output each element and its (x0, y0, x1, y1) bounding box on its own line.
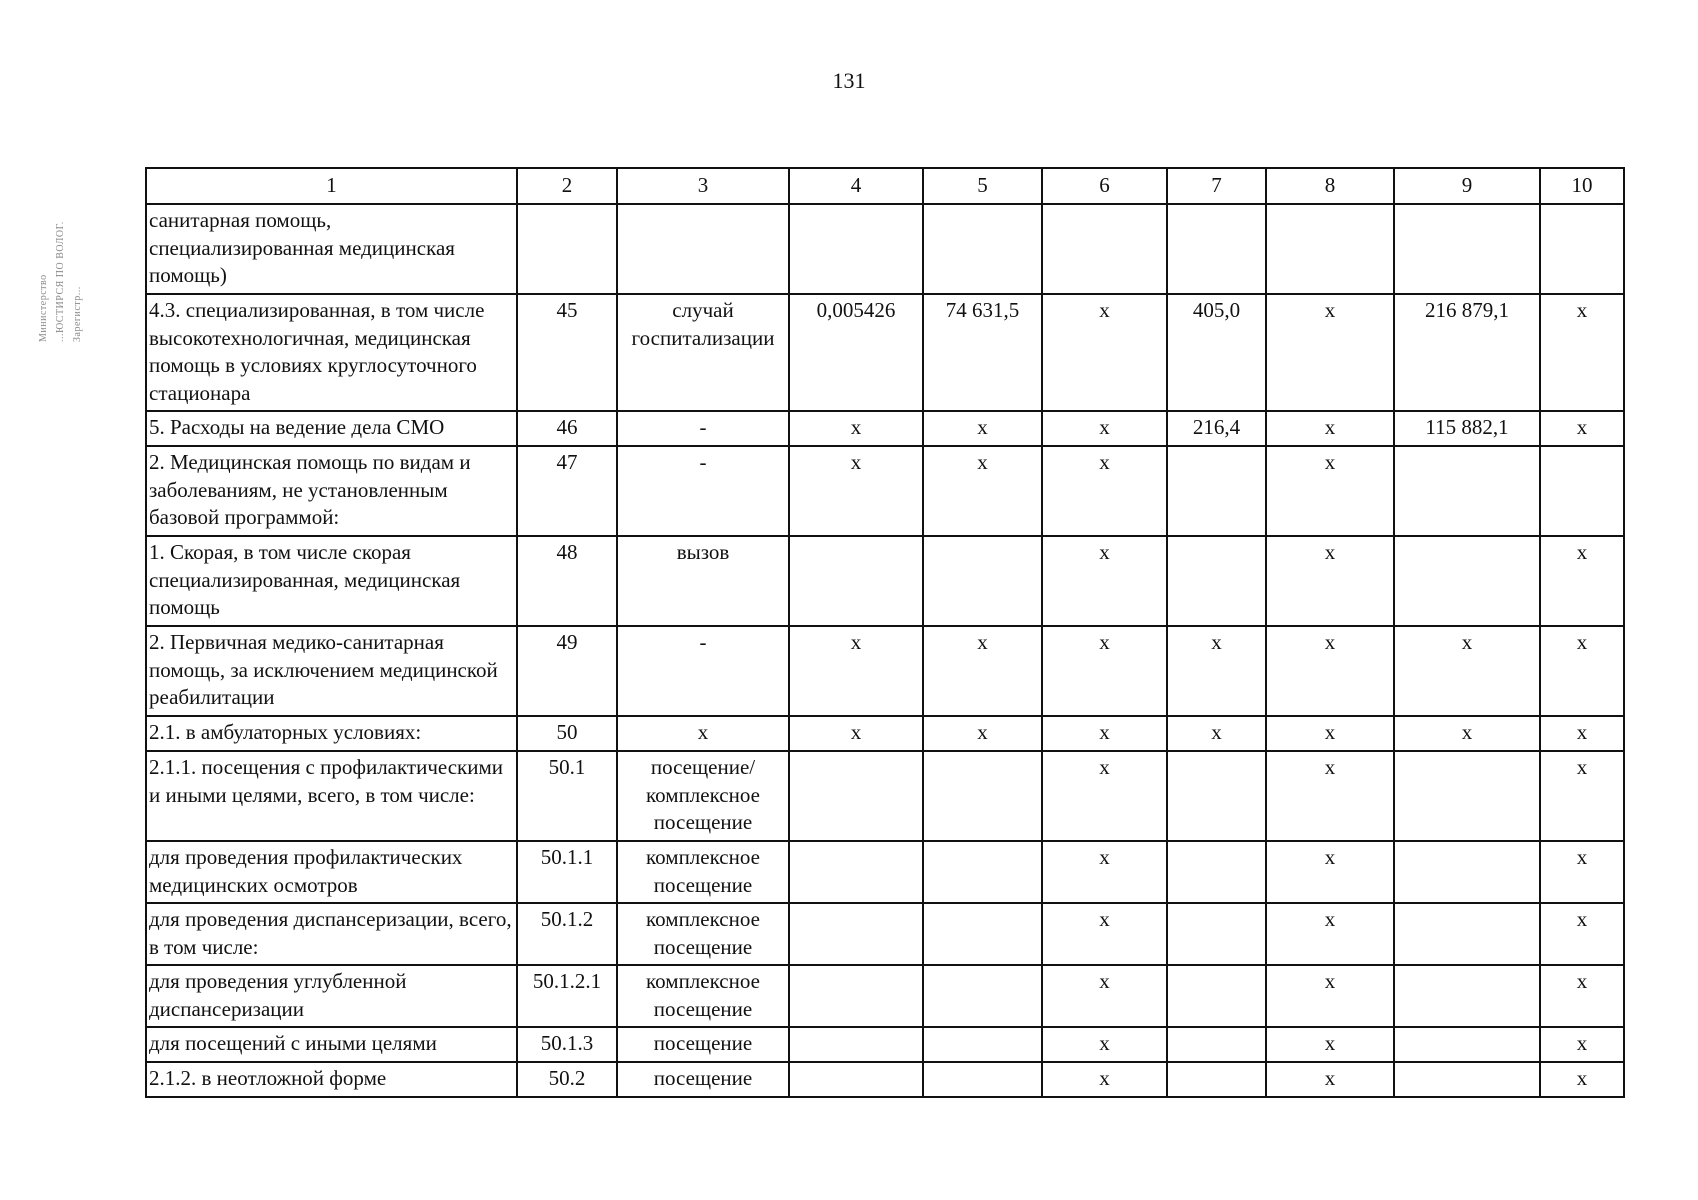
table-cell: х (923, 411, 1042, 446)
table-cell: х (1266, 965, 1394, 1027)
table-cell: посещение/ комплексное посещение (617, 751, 789, 841)
column-number-cell: 5 (923, 168, 1042, 204)
table-cell (923, 965, 1042, 1027)
table-cell (1394, 841, 1540, 903)
table-cell: х (1042, 903, 1167, 965)
registration-stamp (38, 142, 108, 342)
table-cell (923, 841, 1042, 903)
table-cell (789, 965, 923, 1027)
table-cell (517, 204, 617, 294)
table-cell (789, 1062, 923, 1097)
table-cell: х (617, 716, 789, 751)
table-row (146, 536, 1624, 626)
table-cell: посещение (617, 1062, 789, 1097)
table-cell: х (789, 626, 923, 716)
column-number-cell: 1 (146, 168, 517, 204)
table-cell: х (1042, 536, 1167, 626)
table-cell: х (1266, 903, 1394, 965)
table-cell: 50.1.3 (517, 1027, 617, 1062)
table-cell (1167, 1062, 1266, 1097)
table-cell: 50.1.2 (517, 903, 617, 965)
row-description-cell: 2.1.2. в неотложной форме (146, 1062, 517, 1097)
table-cell (1167, 751, 1266, 841)
table-cell (1540, 204, 1624, 294)
table-cell: 50.2 (517, 1062, 617, 1097)
table-cell (923, 1027, 1042, 1062)
table-cell: х (1042, 751, 1167, 841)
table-cell: х (1266, 626, 1394, 716)
table-cell: - (617, 626, 789, 716)
table-cell: случай госпитализации (617, 294, 789, 411)
table-cell: х (1266, 751, 1394, 841)
table-cell (923, 536, 1042, 626)
table-cell: х (1042, 626, 1167, 716)
table-cell: х (1042, 446, 1167, 536)
table-cell: х (1266, 716, 1394, 751)
table-cell: х (1167, 716, 1266, 751)
table-cell: х (789, 446, 923, 536)
table-cell: х (923, 626, 1042, 716)
table-cell: 45 (517, 294, 617, 411)
table-cell: комплексное посещение (617, 841, 789, 903)
table-cell: х (1042, 1027, 1167, 1062)
row-description-cell: 4.3. специализированная, в том числе высокотехнологичная, медицинская помощь в условиях круглосуточного стационара (146, 294, 517, 411)
table-cell: 47 (517, 446, 617, 536)
table-row (146, 1062, 1624, 1097)
data-table (145, 167, 1625, 1098)
table-cell (1167, 446, 1266, 536)
table-cell: х (1266, 536, 1394, 626)
table-row (146, 446, 1624, 536)
table-cell: х (923, 716, 1042, 751)
table-cell (1394, 965, 1540, 1027)
column-number-cell: 7 (1167, 168, 1266, 204)
table-cell: комплексное посещение (617, 965, 789, 1027)
table-cell: х (1042, 716, 1167, 751)
row-description-cell: 1. Скорая, в том числе скорая специализированная, медицинская помощь (146, 536, 517, 626)
table-cell: х (1266, 294, 1394, 411)
table-row (146, 204, 1624, 294)
table-row (146, 751, 1624, 841)
table-cell (1394, 204, 1540, 294)
table-cell: 74 631,5 (923, 294, 1042, 411)
table-cell: х (923, 446, 1042, 536)
table-cell: 0,005426 (789, 294, 923, 411)
table-row (146, 965, 1624, 1027)
table-cell: 50.1.2.1 (517, 965, 617, 1027)
table-cell (789, 751, 923, 841)
table-cell (1167, 204, 1266, 294)
table-header-row (146, 168, 1624, 204)
column-number-cell: 8 (1266, 168, 1394, 204)
column-number-cell: 9 (1394, 168, 1540, 204)
table-cell: х (1266, 1062, 1394, 1097)
table-cell (1394, 751, 1540, 841)
table-cell (1394, 1062, 1540, 1097)
table-cell: х (1540, 751, 1624, 841)
table-cell: х (1540, 626, 1624, 716)
table-cell (1266, 204, 1394, 294)
table-cell: х (1394, 626, 1540, 716)
table-cell (1540, 446, 1624, 536)
row-description-cell: 2.1.1. посещения с профилактическими и иными целями, всего, в том числе: (146, 751, 517, 841)
table-row (146, 294, 1624, 411)
table-cell: 405,0 (1167, 294, 1266, 411)
table-cell (617, 204, 789, 294)
table-cell (1394, 1027, 1540, 1062)
row-description-cell: 2. Первичная медико-санитарная помощь, за исключением медицинской реабилитации (146, 626, 517, 716)
column-number-cell: 2 (517, 168, 617, 204)
table-cell (789, 204, 923, 294)
page-number: 131 (832, 68, 866, 93)
table-cell (1394, 536, 1540, 626)
table-cell (923, 903, 1042, 965)
table-cell: х (789, 716, 923, 751)
table-cell: х (1167, 626, 1266, 716)
table-cell: х (1394, 716, 1540, 751)
column-number-cell: 3 (617, 168, 789, 204)
column-number-cell: 6 (1042, 168, 1167, 204)
row-description-cell: для посещений с иными целями (146, 1027, 517, 1062)
table-row (146, 841, 1624, 903)
stamp-line: Зарегистр... (72, 286, 83, 342)
table-row (146, 1027, 1624, 1062)
table-cell (1167, 1027, 1266, 1062)
row-description-cell: 2. Медицинская помощь по видам и заболеваниям, не установленным базовой программой: (146, 446, 517, 536)
table-cell (1167, 903, 1266, 965)
table-cell: х (1042, 294, 1167, 411)
row-description-cell: 5. Расходы на ведение дела СМО (146, 411, 517, 446)
table-cell (1394, 446, 1540, 536)
table-cell: 46 (517, 411, 617, 446)
table-cell: 48 (517, 536, 617, 626)
table-cell (1167, 841, 1266, 903)
column-number-cell: 4 (789, 168, 923, 204)
table-cell: 50 (517, 716, 617, 751)
row-description-cell: санитарная помощь, специализированная медицинская помощь) (146, 204, 517, 294)
table-cell (1167, 536, 1266, 626)
table-cell: 50.1 (517, 751, 617, 841)
stamp-line: Министерство (38, 274, 49, 342)
table-cell (1167, 965, 1266, 1027)
table-cell: 115 882,1 (1394, 411, 1540, 446)
table-cell: посещение (617, 1027, 789, 1062)
row-description-cell: 2.1. в амбулаторных условиях: (146, 716, 517, 751)
table-cell: х (1042, 411, 1167, 446)
table-cell (789, 536, 923, 626)
table-cell: х (1540, 1062, 1624, 1097)
table-cell: х (1540, 903, 1624, 965)
table-cell (1042, 204, 1167, 294)
table-row (146, 716, 1624, 751)
table-cell: комплексное посещение (617, 903, 789, 965)
table-cell (923, 1062, 1042, 1097)
table-row (146, 626, 1624, 716)
table-cell: х (1266, 411, 1394, 446)
table-cell (1394, 903, 1540, 965)
table-cell (923, 751, 1042, 841)
table-cell: х (1540, 411, 1624, 446)
table-row (146, 411, 1624, 446)
table-cell: - (617, 446, 789, 536)
table-cell: 216 879,1 (1394, 294, 1540, 411)
table-cell: х (1042, 965, 1167, 1027)
table-row (146, 903, 1624, 965)
table-cell: 50.1.1 (517, 841, 617, 903)
table-cell: 216,4 (1167, 411, 1266, 446)
row-description-cell: для проведения углубленной диспансеризации (146, 965, 517, 1027)
table-cell: х (1540, 716, 1624, 751)
table-cell: 49 (517, 626, 617, 716)
table-cell: вызов (617, 536, 789, 626)
table-cell: х (1540, 294, 1624, 411)
table-cell: х (1540, 965, 1624, 1027)
table-cell (789, 1027, 923, 1062)
table-cell: х (1266, 446, 1394, 536)
table-cell (923, 204, 1042, 294)
stamp-line: ...ЮСТИРСЯ ПО ВОЛОГ. (55, 221, 66, 342)
table-cell: х (789, 411, 923, 446)
row-description-cell: для проведения диспансеризации, всего, в том числе: (146, 903, 517, 965)
table-cell: х (1540, 536, 1624, 626)
table-cell: х (1540, 841, 1624, 903)
table-cell (789, 841, 923, 903)
row-description-cell: для проведения профилактических медицинских осмотров (146, 841, 517, 903)
table-cell: х (1042, 841, 1167, 903)
column-number-cell: 10 (1540, 168, 1624, 204)
table-cell: х (1266, 841, 1394, 903)
table-cell: - (617, 411, 789, 446)
table-cell (789, 903, 923, 965)
table-cell: х (1540, 1027, 1624, 1062)
table-cell: х (1266, 1027, 1394, 1062)
table-cell: х (1042, 1062, 1167, 1097)
